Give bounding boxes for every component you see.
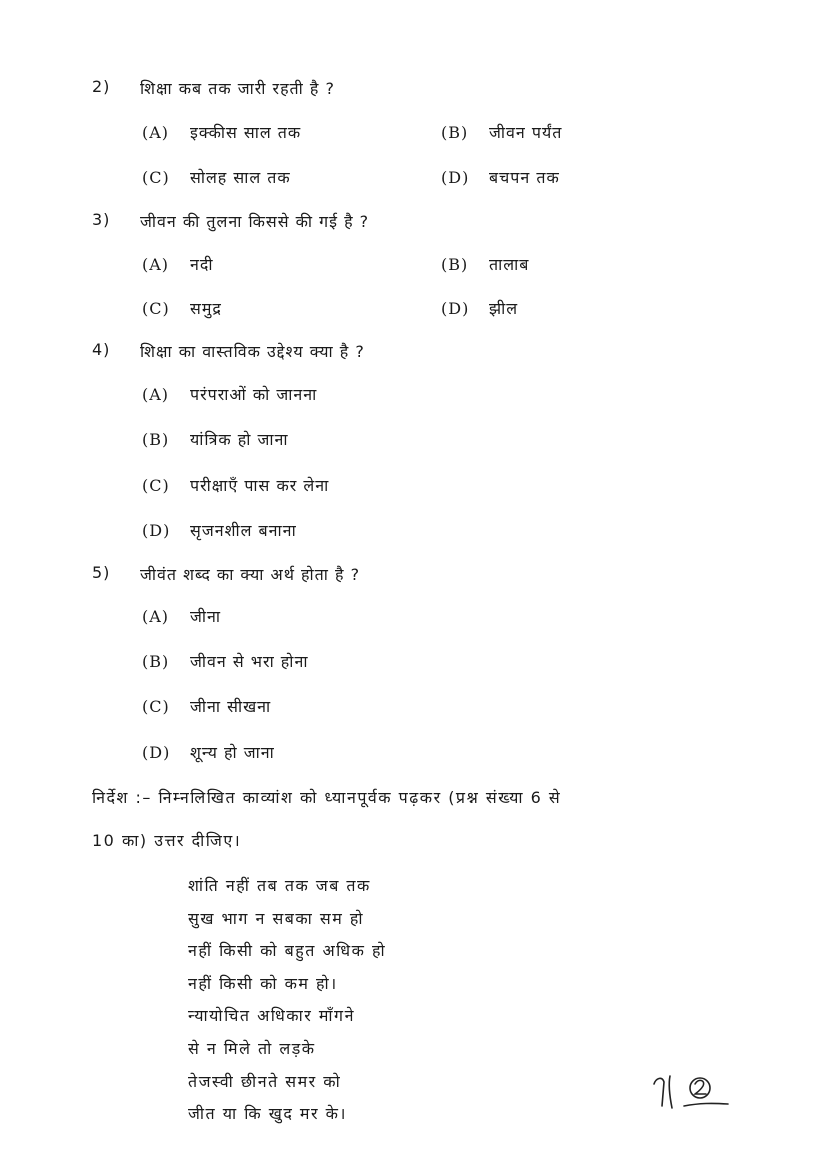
option-b xyxy=(441,253,529,275)
question-text: जीवंत शब्द का क्या अर्थ होता है ? xyxy=(140,565,361,584)
option-b xyxy=(441,121,562,143)
option-text: बचपन तक xyxy=(489,168,560,187)
directive-line-2: 10 का) उत्तर दीजिए। xyxy=(92,831,242,850)
option-a xyxy=(142,253,214,275)
option-text: जीवन से भरा होना xyxy=(190,652,309,671)
option-d xyxy=(441,297,518,319)
option-c xyxy=(142,166,291,188)
option-text: झील xyxy=(489,299,519,318)
option-label: (A) xyxy=(142,385,170,404)
option-a xyxy=(142,121,301,143)
option-text: तालाब xyxy=(489,255,530,274)
poem-line: न्यायोचित अधिकार माँगने xyxy=(188,1006,355,1026)
poem-line: सुख भाग न सबका सम हो xyxy=(188,908,365,928)
option-text: समुद्र xyxy=(190,299,222,318)
poem-line: नहीं किसी को कम हो। xyxy=(188,973,338,993)
option-label: (B) xyxy=(142,430,170,449)
option-c xyxy=(142,297,222,319)
poem-line: से न मिले तो लड़के xyxy=(188,1038,316,1058)
option-text: नदी xyxy=(190,255,214,274)
question-number: 3) xyxy=(92,210,111,229)
option-label: (D) xyxy=(142,743,171,762)
option-label: (B) xyxy=(441,123,469,142)
option-label: (C) xyxy=(142,299,170,318)
question-text: शिक्षा का वास्तविक उद्देश्य क्या है ? xyxy=(140,342,365,361)
question-number: 5) xyxy=(92,563,111,582)
option-b xyxy=(142,650,308,672)
option-label: (C) xyxy=(142,476,170,495)
option-label: (A) xyxy=(142,255,170,274)
option-c xyxy=(142,474,329,496)
directive-line-1: निर्देश :– निम्नलिखित काव्यांश को ध्यानपूर्वक पढ़कर (प्रश्न संख्या 6 से xyxy=(92,788,562,807)
option-text: जीवन पर्यंत xyxy=(489,123,563,142)
option-d xyxy=(441,166,560,188)
option-d xyxy=(142,519,297,541)
poem-stanza xyxy=(188,870,386,1131)
option-b xyxy=(142,428,289,450)
option-label: (C) xyxy=(142,697,170,716)
option-label: (D) xyxy=(441,299,470,318)
option-text: सोलह साल तक xyxy=(190,168,291,187)
option-label: (B) xyxy=(142,652,170,671)
option-d xyxy=(142,741,275,763)
option-text: सृजनशील बनाना xyxy=(190,521,297,540)
option-label: (A) xyxy=(142,123,170,142)
question-number: 2) xyxy=(92,77,111,96)
option-text: इक्कीस साल तक xyxy=(190,123,302,142)
option-text: जीना xyxy=(190,607,222,626)
option-a xyxy=(142,383,317,405)
poem-line: तेजस्वी छीनते समर को xyxy=(188,1071,342,1091)
option-label: (A) xyxy=(142,607,170,626)
option-text: यांत्रिक हो जाना xyxy=(190,430,289,449)
option-label: (C) xyxy=(142,168,170,187)
option-label: (D) xyxy=(441,168,470,187)
option-text: परंपराओं को जानना xyxy=(190,385,318,404)
option-text: जीना सीखना xyxy=(190,697,272,716)
question-text: जीवन की तुलना किससे की गई है ? xyxy=(140,212,370,231)
option-label: (D) xyxy=(142,521,171,540)
option-a xyxy=(142,605,221,627)
question-number: 4) xyxy=(92,340,111,359)
option-c xyxy=(142,695,271,717)
option-text: परीक्षाएँ पास कर लेना xyxy=(190,476,330,495)
option-text: शून्य हो जाना xyxy=(190,743,275,762)
option-label: (B) xyxy=(441,255,469,274)
poem-line: शांति नहीं तब तक जब तक xyxy=(188,876,371,895)
question-text: शिक्षा कब तक जारी रहती है ? xyxy=(140,79,335,98)
poem-line: नहीं किसी को बहुत अधिक हो xyxy=(188,941,387,961)
handwritten-page-mark xyxy=(648,1066,732,1116)
poem-line: जीत या कि खुद मर के। xyxy=(188,1104,347,1124)
